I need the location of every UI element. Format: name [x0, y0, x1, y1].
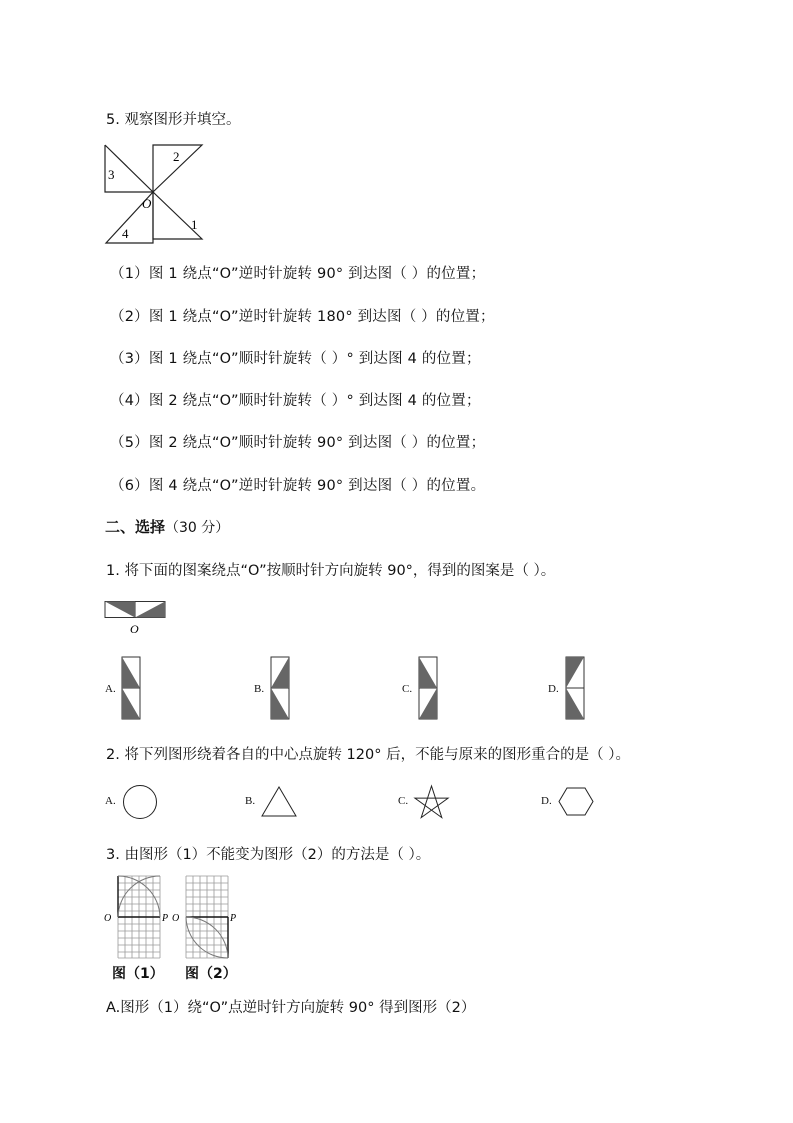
triangle-icon[interactable]	[261, 785, 299, 819]
c3-question: 3. 由图形（1）不能变为图形（2）的方法是（ ）。	[106, 847, 431, 863]
c1-option-c-label: C.	[402, 683, 413, 695]
pinwheel-figure	[100, 140, 212, 248]
section-title	[105, 516, 229, 537]
c2-option-d-label: D.	[541, 795, 552, 807]
c2-option-c-label: C.	[398, 795, 409, 807]
q5-title: 5. 观察图形并填空。	[106, 112, 241, 128]
section-title-score: （30 分）	[165, 520, 230, 536]
c3-fig2-p-label: P	[230, 913, 237, 924]
section-title-main: 二、选择	[105, 518, 166, 536]
pinwheel-label-o: O	[142, 196, 152, 211]
circle-icon[interactable]	[122, 784, 160, 820]
q5-item-2: （2）图 1 绕点“O”逆时针旋转 180° 到达图（ ）的位置；	[110, 309, 495, 325]
c1-pattern	[104, 600, 168, 638]
c1-o-label: O	[130, 622, 139, 636]
q5-item-6: （6）图 4 绕点“O”逆时针旋转 90° 到达图（ ）的位置。	[110, 478, 486, 494]
c1-option-a-label: A.	[105, 683, 116, 695]
c3-fig1-p-label: P	[162, 913, 169, 924]
c3-figure-1	[102, 873, 170, 961]
q5-item-1: （1）图 1 绕点“O”逆时针旋转 90° 到达图（ ）的位置；	[110, 266, 486, 282]
c1-option-d-figure[interactable]	[565, 656, 587, 722]
c1-option-d-label: D.	[548, 683, 559, 695]
c1-option-b-figure[interactable]	[270, 656, 292, 722]
c3-answer-a[interactable]: A.图形（1）绕“O”点逆时针方向旋转 90° 得到图形（2）	[106, 1000, 476, 1016]
pinwheel-label-2: 2	[173, 149, 180, 164]
c1-option-a-figure[interactable]	[121, 656, 143, 722]
c3-figure-2	[170, 873, 238, 961]
pinwheel-label-3: 3	[108, 167, 115, 182]
c3-fig1-o-label: O	[104, 913, 112, 924]
c3-fig2-o-label: O	[172, 913, 180, 924]
pinwheel-label-1: 1	[191, 217, 198, 232]
pinwheel-label-4: 4	[122, 226, 129, 241]
star-icon[interactable]	[413, 784, 451, 820]
c2-option-a-label: A.	[105, 795, 116, 807]
q5-item-3: （3）图 1 绕点“O”顺时针旋转（ ）° 到达图 4 的位置；	[110, 351, 481, 367]
c1-question: 1. 将下面的图案绕点“O”按顺时针方向旋转 90°，得到的图案是（ ）。	[106, 563, 556, 579]
hexagon-icon[interactable]	[557, 786, 595, 818]
c1-option-c-figure[interactable]	[418, 656, 440, 722]
c3-caption-2: 图（2）	[185, 966, 237, 982]
c1-option-b-label: B.	[254, 683, 265, 695]
c2-question: 2. 将下列图形绕着各自的中心点旋转 120° 后，不能与原来的图形重合的是（ ）。	[106, 747, 630, 763]
q5-item-4: （4）图 2 绕点“O”顺时针旋转（ ）° 到达图 4 的位置；	[110, 393, 481, 409]
c3-caption-1: 图（1）	[112, 966, 164, 982]
q5-item-5: （5）图 2 绕点“O”顺时针旋转 90° 到达图（ ）的位置；	[110, 435, 486, 451]
c2-option-b-label: B.	[245, 795, 256, 807]
